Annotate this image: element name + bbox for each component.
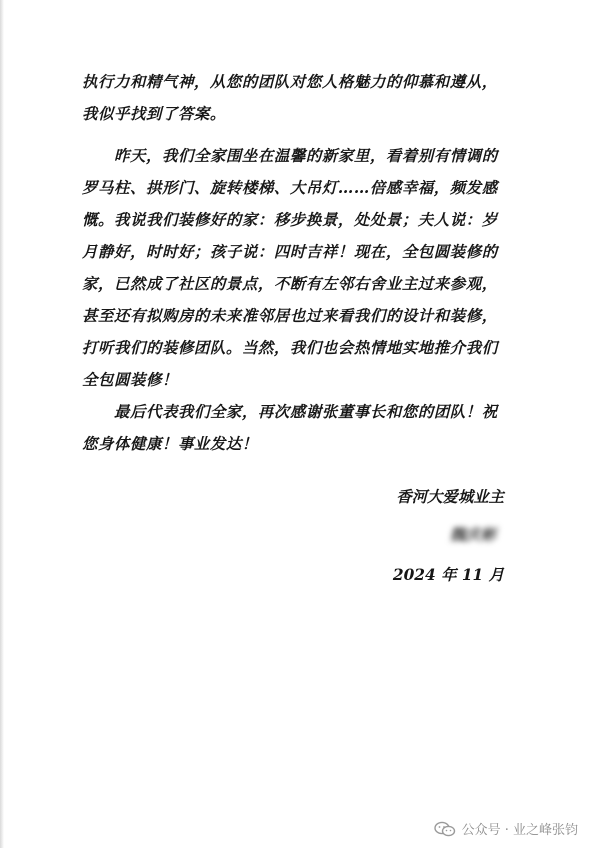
watermark [434,819,578,838]
letter-line: 甚至还有拟购房的未来准邻居也过来看我们的设计和装修， [82,307,498,325]
letter-line: 全包圆装修！ [82,371,178,389]
scan-edge [0,0,4,848]
signature-name-blurred [304,520,504,550]
letter-line: 您身体健康！事业发达！ [82,435,258,453]
letter-line: 执行力和精气神，从您的团队对您人格魅力的仰慕和遵从， [82,73,498,91]
signature-name: 魏庆彬 [449,526,496,544]
letter-line: 月静好，时时好；孩子说：四时吉祥！现在，全包圆装修的 [82,243,498,261]
letter-line: 慨。我说我们装修好的家：移步换景，处处景；夫人说：岁 [82,211,498,229]
signature-owner: 香河大爱城业主 [396,488,504,506]
letter-line: 昨天，我们全家围坐在温馨的新家里，看着别有情调的 [114,147,498,165]
letter-line: 我似乎找到了答案。 [82,105,226,123]
signature-block [304,482,504,590]
letter-line: 家，已然成了社区的景点，不断有左邻右舍业主过来参观， [82,275,498,293]
letter-body [82,66,522,460]
signature-date: 2024 年 11 月 [392,566,504,584]
letter-line: 最后代表我们全家，再次感谢张董事长和您的团队！祝 [114,403,498,421]
letter-line: 罗马柱、拱形门、旋转楼梯、大吊灯……倍感幸福，频发感 [82,179,498,197]
wechat-icon [434,821,456,837]
letter-line: 打听我们的装修团队。当然，我们也会热情地实地推介我们 [82,339,498,357]
paragraph-gap [82,130,522,140]
watermark-text: 公众号 · 业之峰张钧 [461,823,578,838]
